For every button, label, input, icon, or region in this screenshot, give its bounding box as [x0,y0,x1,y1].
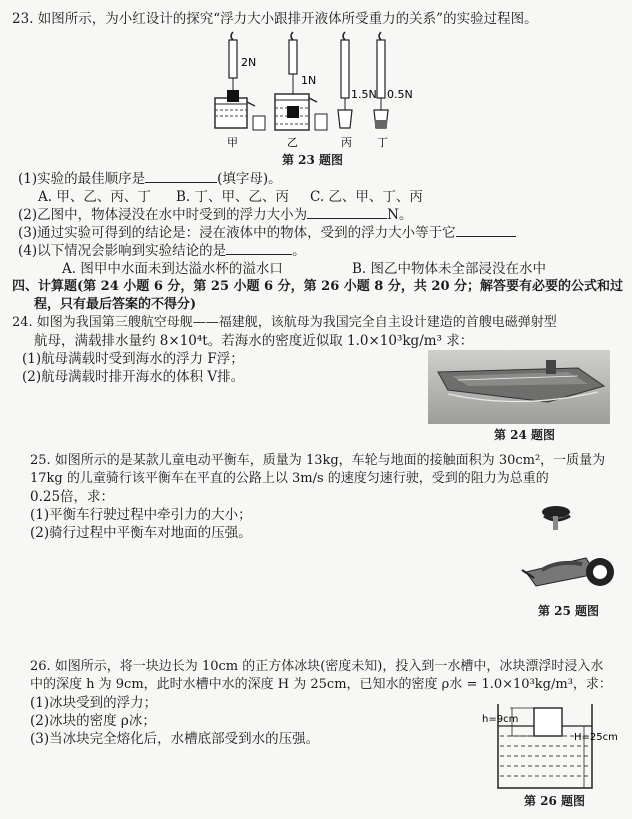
q23-part4-blank[interactable] [226,242,292,255]
label-ding: 丁 [377,136,388,149]
q24-part2: (2)航母满载时排开海水的体积 V排。 [22,369,245,385]
q25-line2: 17kg 的儿童骑行该平衡车在平直的公路上以 3m/s 的速度匀速行驶，受到的阻力为总重的 [30,471,549,486]
q23-part3-blank[interactable] [456,224,516,237]
q23-part1-option-a: A. 甲、乙、丙、丁 [38,189,151,205]
setup-ding [374,32,388,128]
H-label: H=25cm [574,732,618,743]
aircraft-carrier-photo [428,350,610,424]
q23-part4-option-b: B. 图乙中物体未全部浸没在水中 [352,261,547,277]
reading-jia: 2N [241,56,257,69]
q23-part4-option-a: A. 图甲中水面未到达溢水杯的溢水口 [62,261,283,277]
balance-car-photo [516,498,616,598]
q23-part1-blank[interactable] [145,170,217,183]
q23-part4 [18,242,306,260]
q25-part1: (1)平衡车行驶过程中牵引力的大小； [30,507,252,523]
q23-part1-text: (1)实验的最佳顺序是 [18,171,146,187]
q23-part2-unit: N。 [387,207,413,223]
setup-bing [338,32,352,128]
q25-line1: 25. 如图所示的是某款儿童电动平衡车，质量为 13kg，车轮与地面的接触面积为 30cm²，一质量为 [30,453,606,468]
q23-part2-blank[interactable] [307,206,387,219]
q24-line1: 24. 如图为我国第三艘航空母舰——福建舰，该航母为我国完全自主设计建造的首艘电磁弹射型 [12,315,557,330]
q23-figure [205,30,415,150]
q23-stem: 23. 如图所示，为小红设计的探究“浮力大小跟排开液体所受重力的关系”的实验过程图。 [12,11,538,27]
label-jia: 甲 [227,136,238,149]
q26-line1: 26. 如图所示，将一块边长为 10cm 的正方体冰块(密度未知)，投入到一水槽中，冰块漂浮时浸入水 [30,659,604,674]
q25-caption: 第 25 题图 [538,604,600,618]
q23-part1-option-c: C. 乙、甲、丁、丙 [310,189,423,205]
label-bing: 丙 [341,136,352,149]
q23-part4-end: 。 [292,243,306,259]
q24-part1: (1)航母满载时受到海水的浮力 F浮； [22,351,244,367]
q26-part3: (3)当冰块完全熔化后，水槽底部受到水的压强。 [30,731,320,747]
q26-caption: 第 26 题图 [524,794,586,808]
q23-part2-text: (2)乙图中，物体浸没在水中时受到的浮力大小为 [18,207,308,223]
q25-part2: (2)骑行过程中平衡车对地面的压强。 [30,525,252,541]
reading-ding: 0.5N [387,88,413,101]
section4-heading: 四、计算题(第 24 小题 6 分，第 25 小题 6 分，第 26 小题 8 分，共 20 分；解答要有必要的公式和过 [12,279,624,294]
q24-line2: 航母，满载排水量约 8×10⁴t。若海水的密度近似取 1.0×10³kg/m³ 求： [34,333,474,349]
q23-part1-suffix: (填字母)。 [217,171,282,187]
q26-part2: (2)冰块的密度 ρ冰； [30,713,156,729]
setup-jia [215,32,265,130]
section4-heading-cont: 程，只有最后答案的不得分) [34,297,197,312]
q23-part3 [18,224,516,242]
q23-part1 [18,170,282,188]
q25-line3: 0.25倍，求： [30,489,115,505]
q23-part1-option-b: B. 丁、甲、乙、丙 [176,189,290,205]
q23-caption: 第 23 题图 [282,153,344,167]
q23-part2 [18,206,412,224]
label-yi: 乙 [287,136,298,149]
q23-part3-text: (3)通过实验可得到的结论是：浸在液体中的物体，受到的浮力大小等于它 [18,225,456,241]
reading-yi: 1N [301,74,317,87]
q26-line2: 中的深度 h 为 9cm，此时水槽中水的深度 H 为 25cm，已知水的密度 ρ水 = 1.0×10³kg/m³，求： [30,677,612,692]
q24-caption: 第 24 题图 [494,428,556,442]
q23-part4-text: (4)以下情况会影响到实验结论的是 [18,243,227,259]
ice-tank-figure [480,700,620,792]
reading-bing: 1.5N [351,88,377,101]
h-label: h=9cm [482,714,519,725]
q26-part1: (1)冰块受到的浮力； [30,695,158,711]
